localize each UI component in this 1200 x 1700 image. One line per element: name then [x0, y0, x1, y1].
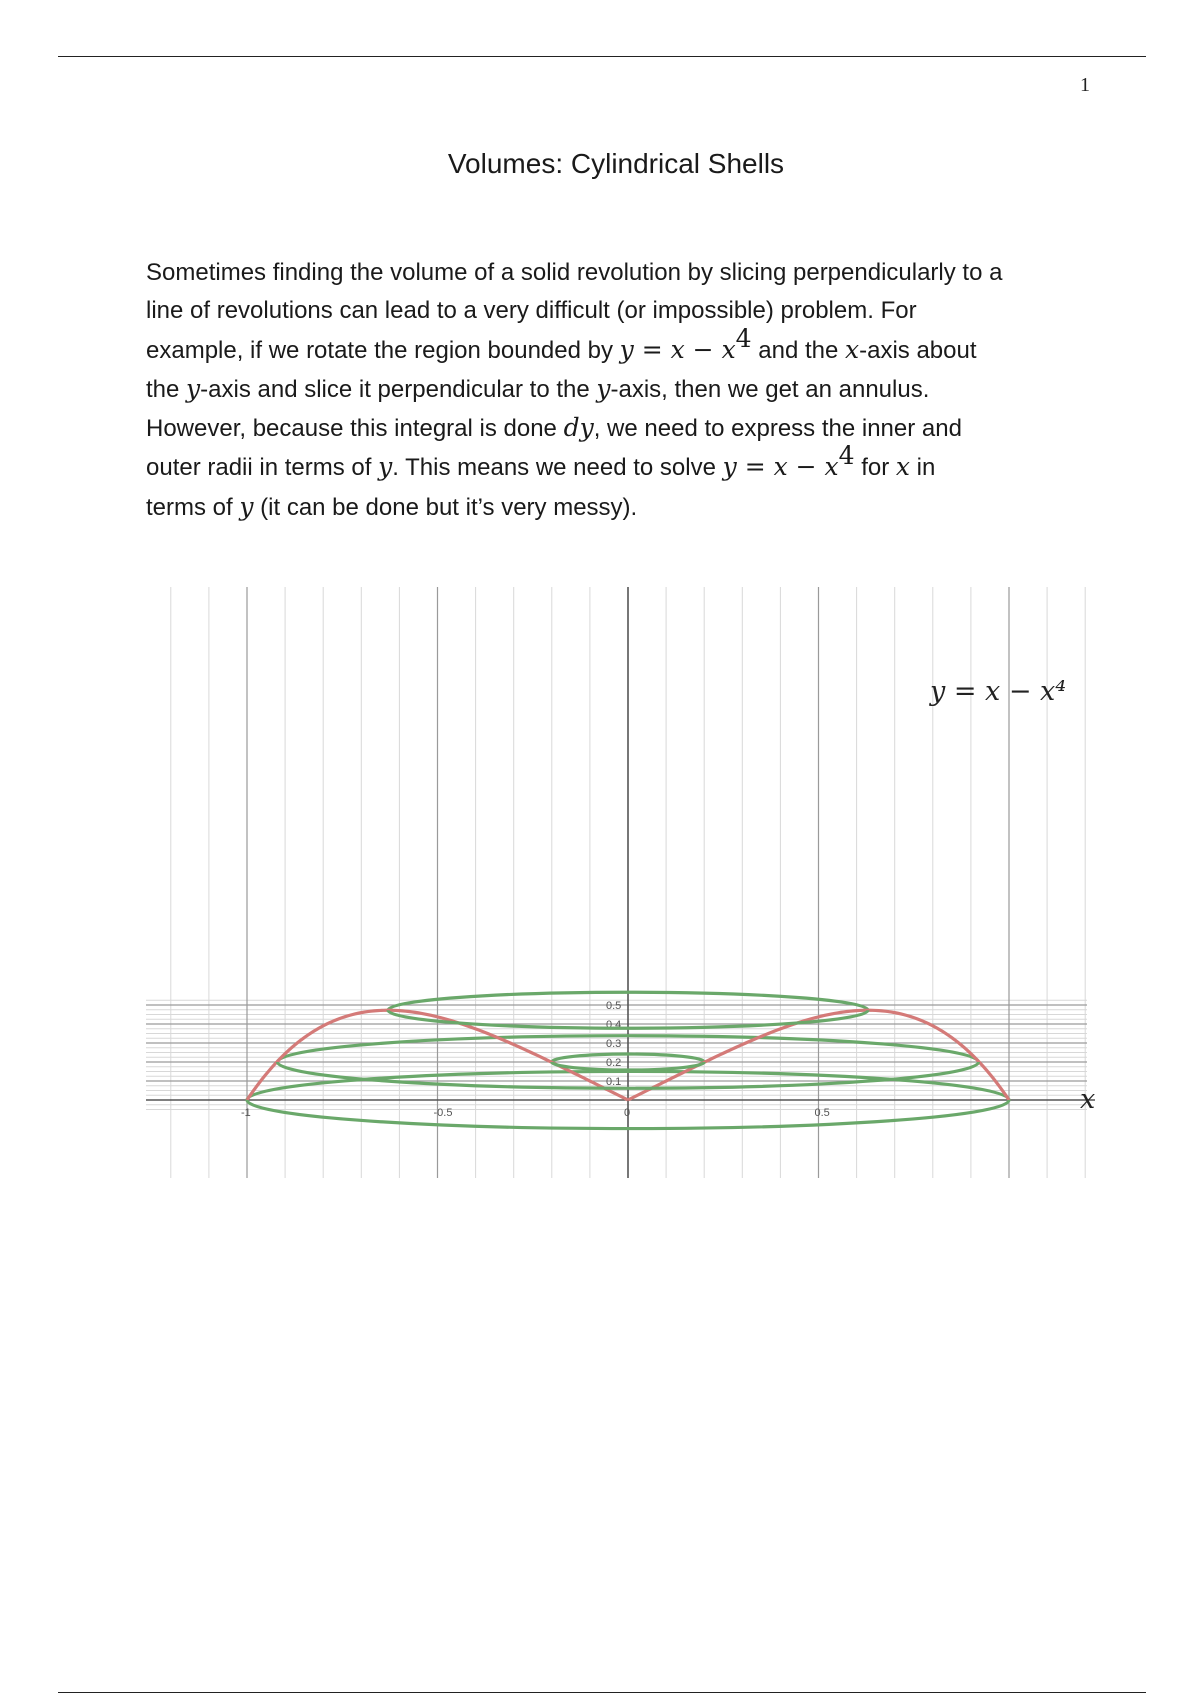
y-tick-label: 0.4: [606, 1019, 622, 1031]
top-rule: [58, 56, 1146, 57]
page-number: 1: [1080, 74, 1090, 96]
para-text: Sometimes finding the volume of a solid revolution by slicing perpendicularly to a: [146, 259, 1003, 286]
para-text: -axis about: [859, 336, 977, 364]
para-line-2: [146, 292, 1086, 330]
para-text: example, if we rotate the region bounded by: [146, 336, 620, 364]
y-tick-label: 0.2: [606, 1057, 622, 1069]
math-y: y: [722, 452, 737, 482]
math-power: 4: [735, 323, 752, 353]
math-x: x: [773, 452, 788, 482]
para-text: terms of: [146, 493, 240, 521]
intro-paragraph: [146, 254, 1086, 527]
para-text: -axis, then we get an annulus.: [610, 375, 930, 403]
para-text: line of revolutions can lead to a very difficult (or impossible) problem. For: [146, 297, 917, 325]
math-x: x: [895, 452, 911, 482]
para-text: the: [146, 375, 187, 403]
x-tick-label: -0.5: [433, 1107, 453, 1119]
math-minus: −: [787, 452, 825, 482]
x-tick-label: 0: [624, 1107, 631, 1119]
curve-label: y = x − x⁴: [930, 676, 1067, 707]
para-text: and the: [751, 336, 845, 364]
para-line-3: [146, 323, 1086, 370]
math-x: x: [721, 334, 736, 364]
tick-labels: [241, 1000, 830, 1119]
para-text: in: [910, 454, 936, 482]
math-y: y: [378, 452, 393, 482]
y-tick-label: 0.3: [606, 1038, 622, 1050]
x-tick-label: 0.5: [814, 1107, 830, 1119]
para-line-5: [146, 409, 1086, 448]
para-text: , we need to express the inner and: [593, 415, 962, 443]
math-power: 4: [838, 441, 855, 471]
para-text: outer radii in terms of: [146, 454, 379, 482]
math-y: y: [619, 334, 634, 364]
x-tick-label: -1: [241, 1107, 251, 1119]
y-tick-label: 0.5: [606, 1000, 622, 1012]
math-minus: −: [684, 334, 722, 364]
math-y: y: [596, 373, 611, 403]
math-y: y: [186, 373, 201, 403]
para-line-1: [146, 254, 1086, 292]
para-text: However, because this integral is done: [146, 415, 564, 443]
math-equals: =: [736, 452, 774, 482]
math-equals: =: [633, 334, 671, 364]
para-text: . This means we need to solve: [392, 454, 723, 482]
para-line-4: [146, 370, 1086, 409]
math-x: x: [845, 334, 860, 364]
math-y: y: [239, 491, 254, 521]
page-title: Volumes: Cylindrical Shells: [447, 148, 785, 179]
para-text: for: [854, 454, 896, 482]
bottom-rule: [58, 1692, 1146, 1693]
x-axis-label: x: [1080, 1084, 1096, 1115]
para-text: (it can be done but it’s very messy).: [253, 493, 638, 521]
para-text: -axis and slice it perpendicular to the: [200, 375, 597, 403]
y-tick-label: 0.1: [606, 1076, 622, 1088]
math-x: x: [670, 334, 685, 364]
para-line-7: [146, 488, 1086, 527]
math-x: x: [824, 452, 839, 482]
para-line-6: [146, 441, 1086, 487]
math-dy: dy: [563, 413, 594, 443]
